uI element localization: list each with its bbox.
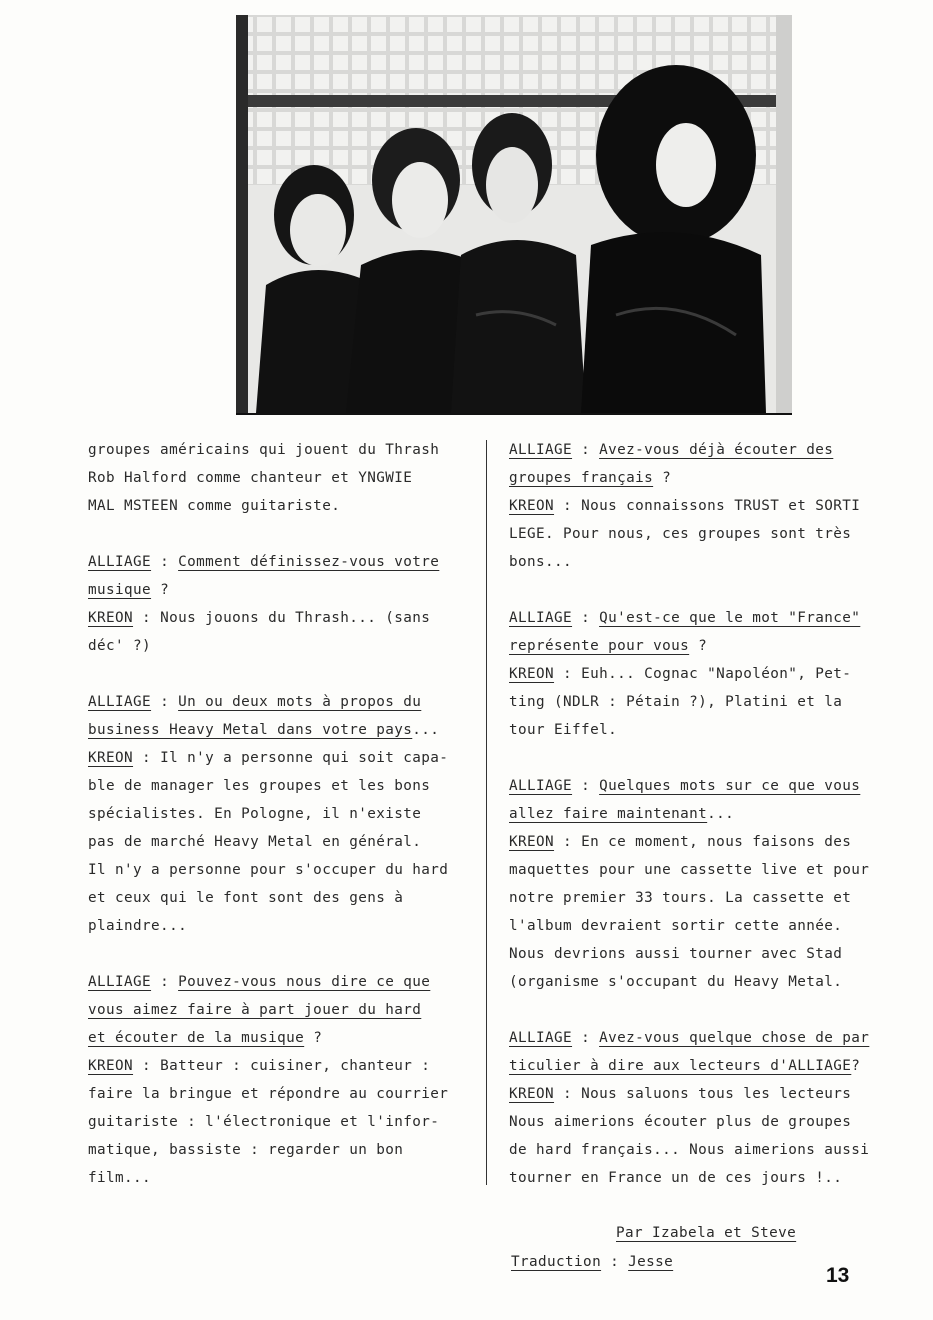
question-text: Un ou deux mots à propos du [178, 694, 422, 710]
answer-line: Il n'y a personne pour s'occuper du hard [88, 862, 449, 878]
interviewer-label: ALLIAGE [509, 778, 573, 794]
interviewer-label: ALLIAGE [88, 554, 152, 570]
interviewer-label: ALLIAGE [509, 442, 573, 458]
question-line [509, 436, 869, 464]
translator-name: Jesse [628, 1254, 674, 1270]
answer-line [509, 492, 869, 520]
band-label: KREON [88, 610, 134, 626]
right-column [509, 436, 869, 1192]
question-line [509, 604, 869, 632]
question-text: vous aimez faire à part jouer du hard [88, 1002, 422, 1018]
answer-line [88, 604, 448, 632]
translation-label: Traduction [511, 1254, 602, 1270]
answer-line: faire la bringue et répondre au courrier [88, 1086, 449, 1102]
separator: : [572, 778, 600, 794]
separator: : [151, 554, 179, 570]
answer-line: (organisme s'occupant du Heavy Metal. [509, 974, 843, 990]
text-line: groupes américains qui jouent du Thrash [88, 442, 440, 458]
question-line [509, 1024, 869, 1052]
separator: : [601, 1254, 629, 1270]
question-line [509, 464, 869, 492]
interviewer-label: ALLIAGE [509, 610, 573, 626]
interviewer-label: ALLIAGE [509, 1030, 573, 1046]
answer-line: de hard français... Nous aimerions aussi [509, 1142, 870, 1158]
band-label: KREON [509, 666, 555, 682]
answer-line: pas de marché Heavy Metal en général. [88, 834, 422, 850]
separator: : [151, 694, 179, 710]
answer-line: tour Eiffel. [509, 722, 618, 738]
question-text: représente pour vous [509, 638, 690, 654]
question-line [88, 1024, 448, 1052]
answer-line: et ceux qui le font sont des gens à [88, 890, 404, 906]
answer-text: : Nous jouons du Thrash... (sans [133, 610, 431, 626]
question-line [88, 548, 448, 576]
answer-line: déc' ?) [88, 638, 152, 654]
question-end: ... [707, 806, 735, 822]
author-credit-text: Par Izabela et Steve [616, 1225, 797, 1241]
separator: : [151, 974, 179, 990]
band-label: KREON [88, 750, 134, 766]
question-text: musique [88, 582, 152, 598]
answer-line: film... [88, 1170, 152, 1186]
question-text: Quelques mots sur ce que vous [599, 778, 861, 794]
answer-line: matique, bassiste : regarder un bon [88, 1142, 404, 1158]
question-line [509, 772, 869, 800]
answer-line: ble de manager les groupes et les bons [88, 778, 431, 794]
question-end: ? [151, 582, 170, 598]
answer-text: : Batteur : cuisiner, chanteur : [133, 1058, 431, 1074]
question-text: ticulier à dire aux lecteurs d'ALLIAGE [509, 1058, 852, 1074]
interviewer-label: ALLIAGE [88, 694, 152, 710]
left-column [88, 436, 448, 1192]
question-text: business Heavy Metal dans votre pays [88, 722, 413, 738]
question-line [88, 576, 448, 604]
answer-line: Nous aimerions écouter plus de groupes [509, 1114, 852, 1130]
band-photo-illustration [236, 15, 792, 413]
question-text: Avez-vous déjà écouter des [599, 442, 834, 458]
separator: : [572, 1030, 600, 1046]
interviewer-label: ALLIAGE [88, 974, 152, 990]
question-line [88, 688, 448, 716]
band-label: KREON [88, 1058, 134, 1074]
question-text: Qu'est-ce que le mot "France" [599, 610, 861, 626]
question-line [88, 996, 448, 1024]
separator: : [572, 610, 600, 626]
answer-text: : Nous connaissons TRUST et SORTI [554, 498, 861, 514]
answer-line: maquettes pour une cassette live et pour [509, 862, 870, 878]
answer-line: spécialistes. En Pologne, il n'existe [88, 806, 422, 822]
question-end: ... [412, 722, 440, 738]
question-end: ? [304, 1030, 323, 1046]
question-end: ? [689, 638, 708, 654]
question-line [509, 800, 869, 828]
question-text: groupes français [509, 470, 654, 486]
answer-line: notre premier 33 tours. La cassette et [509, 890, 852, 906]
band-label: KREON [509, 834, 555, 850]
question-text: Avez-vous quelque chose de par [599, 1030, 870, 1046]
text-line: Rob Halford comme chanteur et YNGWIE [88, 470, 413, 486]
answer-line: LEGE. Pour nous, ces groupes sont très [509, 526, 852, 542]
question-line [509, 632, 869, 660]
answer-line [509, 660, 869, 688]
answer-line: plaindre... [88, 918, 188, 934]
question-line [88, 716, 448, 744]
answer-text: : Nous saluons tous les lecteurs [554, 1086, 852, 1102]
answer-line [88, 1052, 448, 1080]
translation-credit [511, 1254, 673, 1270]
band-label: KREON [509, 498, 555, 514]
page-number: 13 [826, 1264, 850, 1287]
answer-line: Nous devrions aussi tourner avec Stad [509, 946, 843, 962]
question-text: et écouter de la musique [88, 1030, 305, 1046]
answer-line: bons... [509, 554, 573, 570]
question-text: Comment définissez-vous votre [178, 554, 440, 570]
answer-line: guitariste : l'électronique et l'infor- [88, 1114, 440, 1130]
question-text: Pouvez-vous nous dire ce que [178, 974, 431, 990]
question-text: allez faire maintenant [509, 806, 708, 822]
band-photo [236, 15, 792, 415]
question-line [509, 1052, 869, 1080]
answer-line [509, 828, 869, 856]
answer-text: : Euh... Cognac "Napoléon", Pet- [554, 666, 852, 682]
separator: : [572, 442, 600, 458]
band-label: KREON [509, 1086, 555, 1102]
question-line [88, 968, 448, 996]
author-credit [616, 1225, 796, 1241]
answer-line [509, 1080, 869, 1108]
answer-line: l'album devraient sortir cette année. [509, 918, 843, 934]
question-end: ? [653, 470, 672, 486]
text-line: MAL MSTEEN comme guitariste. [88, 498, 341, 514]
answer-text: : Il n'y a personne qui soit capa- [133, 750, 449, 766]
answer-line [88, 744, 448, 772]
question-end: ? [851, 1058, 861, 1074]
answer-line: ting (NDLR : Pétain ?), Platini et la [509, 694, 843, 710]
column-divider [486, 440, 487, 1185]
answer-text: : En ce moment, nous faisons des [554, 834, 852, 850]
answer-line: tourner en France un de ces jours !.. [509, 1170, 843, 1186]
